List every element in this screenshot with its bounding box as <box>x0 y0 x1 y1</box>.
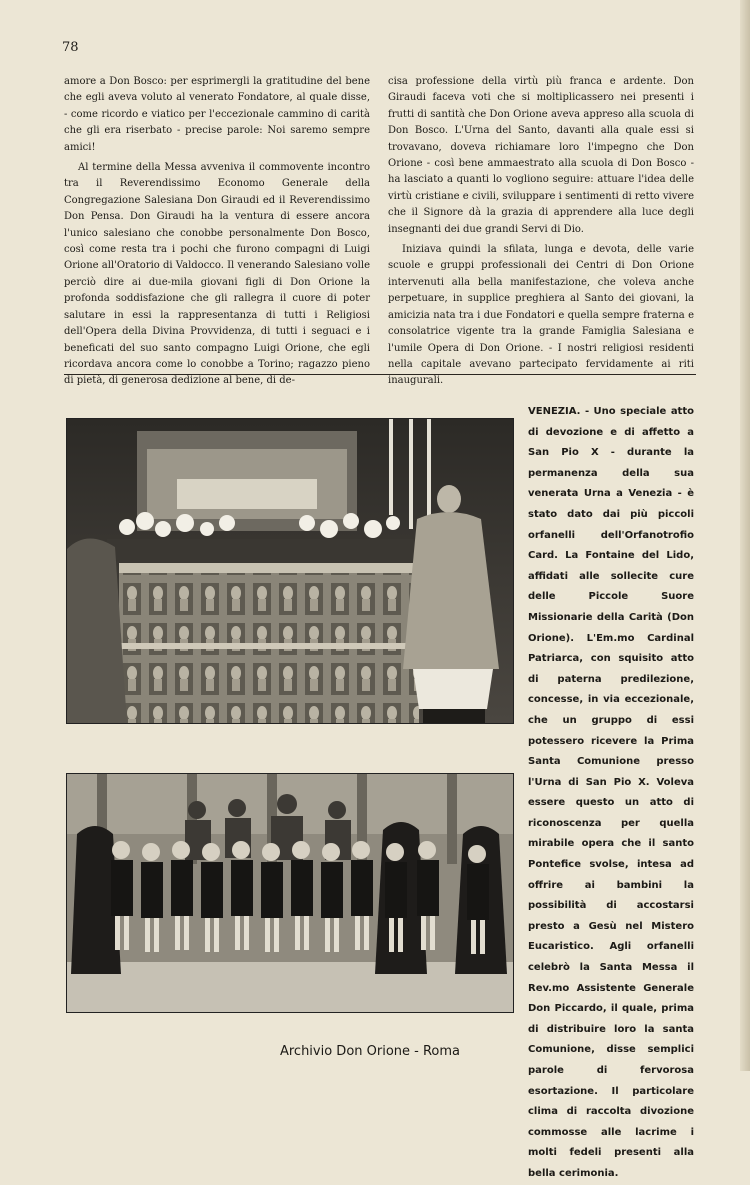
left-text-column <box>64 74 370 394</box>
paragraph: Iniziava quindi la sfilata, lunga e devota, delle varie scuole e gruppi professionali dei Centri di Don Orione intervenuti alla bella manifestazione, che voleva anche perpetuare, in supplice preghiera al Santo dei giovani, la amicizia nata tra i due Fondatori e quella sempre fraterna e consolatrice vigente tra la grande Famiglia Salesiana e l'umile Opera di Don Orione. - I nostri religiosi residenti nella capitale avevano partecipato fervidamente ai riti inaugurali. <box>388 244 694 387</box>
page-number: 78 <box>62 40 79 55</box>
photo-urn-of-san-pio-x <box>66 418 514 724</box>
paragraph: amore a Don Bosco: per esprimergli la gratitudine del bene che egli aveva voluto al venerato Fondatore, al quale disse, - come ricordo e viatico per l'eccezionale cammino di carità che gli era riserbato - precise parole: Noi saremo sempre amici! <box>64 76 370 153</box>
paragraph: Al termine della Messa avveniva il commovente incontro tra il Reverendissimo Economo Generale della Congregazione Salesiana Don Giraudi ed il Reverendissimo Don Pensa. Don Giraudi ha la ventura di essere ancora l'unico salesiano che conobbe personalmente Don Bosco, così come resta tra i pochi che furono compagni di Luigi Orione all'Oratorio di Valdocco. Il venerando Salesiano volle perciò dire ai due-mila giovani figli di Don Orione la profonda soddisfazione che gli rallegra il cuore di poter salutare in essi la rappresentanza di tutti i Religiosi dell'Opera della Divina Provvidenza, di tutti i seguaci e i beneficati del suo santo compagno Luigi Orione, che egli ricordava ancora come lo conobbe a Torino; ragazzo pieno di pietà, di generosa dedizione al bene, di de- <box>64 162 370 387</box>
photo-orphans-group <box>66 773 514 1013</box>
caption-lead: VENEZIA. <box>528 406 581 417</box>
paragraph: cisa professione della virtù più franca e ardente. Don Giraudi faceva voti che si moltiplicassero nei presenti i frutti di santità che Don Orione aveva appreso alla scuola di Don Bosco. L'Urna del Santo, davanti alla quale essi si trovavano, doveva richiamare loro l'impegno che Don Orione - così bene ammaestrato alla scuola di Don Bosco - ha lasciato a quanti lo vogliono seguire: attuare l'idea delle virtù cristiane e civili, sviluppare i sentimenti di retto vivere che il Signore dà la grazia di apprendere alla luce degli insegnanti dei due grandi Servi di Dio. <box>388 76 694 235</box>
archive-footer: Archivio Don Orione - Roma <box>279 1044 461 1059</box>
section-divider <box>64 374 696 375</box>
right-text-column <box>388 74 694 394</box>
photo-caption <box>528 402 694 1185</box>
page-edge <box>740 0 750 1071</box>
caption-text: - Uno speciale atto di devozione e di affetto a San Pio X - durante la permanenza della sua venerata Urna a Venezia - è stato dato dai più piccoli orfanelli dell'Orfanotrofio Card. La Fontaine del Lido, affidati alle sollecite cure delle Piccole Suore Missionarie della Carità (Don Orione). L'Em.mo Cardinal Patriarca, con squisito atto di paterna predilezione, concesse, in via eccezionale, che un gruppo di essi potessero ricevere la Prima Santa Comunione presso l'Urna di San Pio X. Voleva essere questo un atto di riconoscenza per quella mirabile opera che il santo Pontefice svolse, intesa ad offrire ai bambini la possibilità di accostarsi presto a Gesù nel Mistero Eucaristico. Agli orfanelli celebrò la Santa Messa il Rev.mo Assistente Generale Don Piccardo, il quale, prima di distribuire loro la santa Comunione, disse semplici parole di fervorosa esortazione. Il particolare clima di raccolta divozione commosse alle lacrime i molti fedeli presenti alla bella cerimonia. <box>528 406 694 1179</box>
